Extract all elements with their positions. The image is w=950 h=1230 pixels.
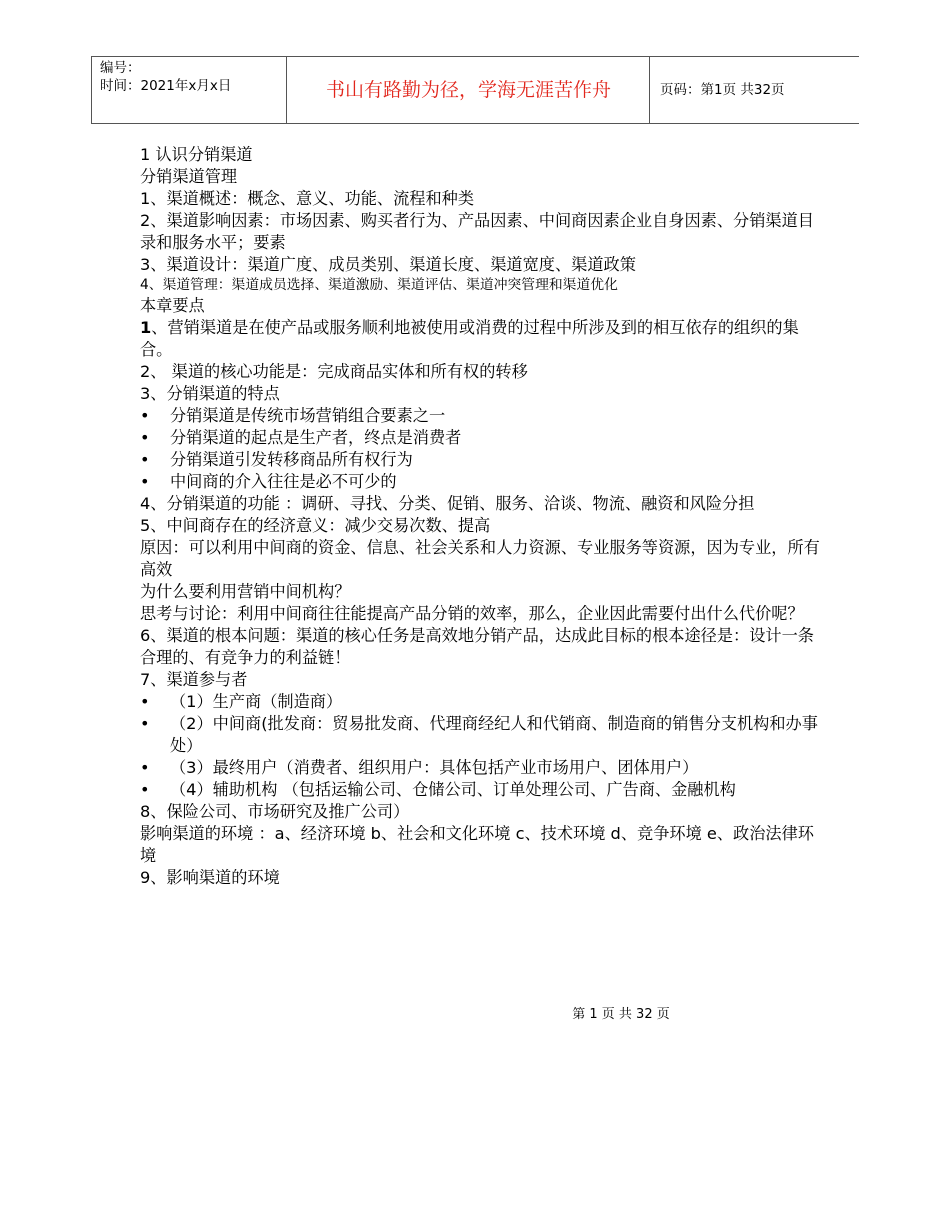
page-header-table xyxy=(91,56,859,124)
chapter-title: 1 认识分销渠道 xyxy=(140,145,253,164)
body-line: 为什么要利用营销中间机构？ xyxy=(140,582,351,601)
bullet-item xyxy=(140,757,830,779)
bullet-dot: • xyxy=(140,406,150,425)
body-line: 8、保险公司、市场研究及推广公司） xyxy=(140,802,410,821)
document-time-label: 时间：2021年x月x日 xyxy=(100,78,232,94)
bullet-item xyxy=(140,691,830,713)
bullet-dot: • xyxy=(140,714,150,733)
header-page-cell xyxy=(649,57,860,123)
key-point-number: 1 xyxy=(140,318,152,337)
section-title: 分销渠道管理 xyxy=(140,167,238,186)
bullet-dot: • xyxy=(140,428,150,447)
bullet-text: 分销渠道的起点是生产者，终点是消费者 xyxy=(170,428,462,447)
bullet-dot: • xyxy=(140,692,150,711)
bullet-item xyxy=(140,405,830,427)
bullet-item xyxy=(140,449,830,471)
bullet-dot: • xyxy=(140,472,150,491)
header-meta-cell xyxy=(91,57,287,123)
key-point-text: 、营销渠道是在使产品或服务顺利地被使用或消费的过程中所涉及到的相互依存的组织的集合。 xyxy=(140,318,799,359)
bullet-item xyxy=(140,779,830,801)
bullet-dot: • xyxy=(140,450,150,469)
bullet-text: 分销渠道引发转移商品所有权行为 xyxy=(170,450,413,469)
bullet-text: （4）辅助机构 （包括运输公司、仓储公司、订单处理公司、广告商、金融机构 xyxy=(170,780,736,799)
bullet-text: （3）最终用户（消费者、组织用户：具体包括产业市场用户、团体用户） xyxy=(170,758,699,777)
key-points-heading: 本章要点 xyxy=(140,296,205,315)
body-line: 影响渠道的环境 ：a、经济环境 b、社会和文化环境 c、技术环境 d、竞争环境 e、政治法律环境 xyxy=(140,824,814,865)
header-page-info: 页码：第1页 共32页 xyxy=(660,82,785,98)
bullet-dot: • xyxy=(140,758,150,777)
header-motto-cell xyxy=(286,57,650,123)
body-line: 2、 渠道的核心功能是：完成商品实体和所有权的转移 xyxy=(140,362,528,381)
bullet-item xyxy=(140,713,830,757)
body-line: 原因：可以利用中间商的资金、信息、社会关系和人力资源、专业服务等资源，因为专业，所有高效 xyxy=(140,538,820,579)
body-line: 7、渠道参与者 xyxy=(140,670,248,689)
page-footer: 第 1 页 共 32 页 xyxy=(572,1007,670,1022)
bullet-text: （2）中间商(批发商：贸易批发商、代理商经纪人和代销商、制造商的销售分支机构和办事处） xyxy=(170,714,818,755)
body-line: 3、分销渠道的特点 xyxy=(140,384,280,403)
body-line: 思考与讨论：利用中间商往往能提高产品分销的效率，那么，企业因此需要付出什么代价呢？ xyxy=(140,604,804,623)
key-point-1 xyxy=(140,317,830,361)
body-line: 6、渠道的根本问题：渠道的核心任务是高效地分销产品，达成此目标的根本途径是：设计一条合理的、有竞争力的利益链！ xyxy=(140,626,814,667)
bullet-dot: • xyxy=(140,780,150,799)
body-line: 4、分销渠道的功能 ：调研、寻找、分类、促销、服务、洽谈、物流、融资和风险分担 xyxy=(140,494,755,513)
bullet-text: 分销渠道是传统市场营销组合要素之一 xyxy=(170,406,446,425)
body-line: 2、渠道影响因素：市场因素、购买者行为、产品因素、中间商因素企业自身因素、分销渠道目录和服务水平；要素 xyxy=(140,211,814,252)
body-line: 3、渠道设计：渠道广度、成员类别、渠道长度、渠道宽度、渠道政策 xyxy=(140,255,636,274)
bullet-item xyxy=(140,427,830,449)
body-line: 5、中间商存在的经济意义：减少交易次数、提高 xyxy=(140,516,491,535)
body-line: 9、影响渠道的环境 xyxy=(140,868,280,887)
document-body xyxy=(140,144,830,889)
bullet-text: 中间商的介入往往是必不可少的 xyxy=(170,472,397,491)
document-number-label: 编号： xyxy=(100,60,141,76)
body-line: 4、渠道管理：渠道成员选择、渠道激励、渠道评估、渠道冲突管理和渠道优化 xyxy=(140,277,618,293)
bullet-text: （1）生产商（制造商） xyxy=(170,692,343,711)
bullet-item xyxy=(140,471,830,493)
body-line: 1、渠道概述：概念、意义、功能、流程和种类 xyxy=(140,189,475,208)
motto-text: 书山有路勤为径，学海无涯苦作舟 xyxy=(325,79,611,101)
